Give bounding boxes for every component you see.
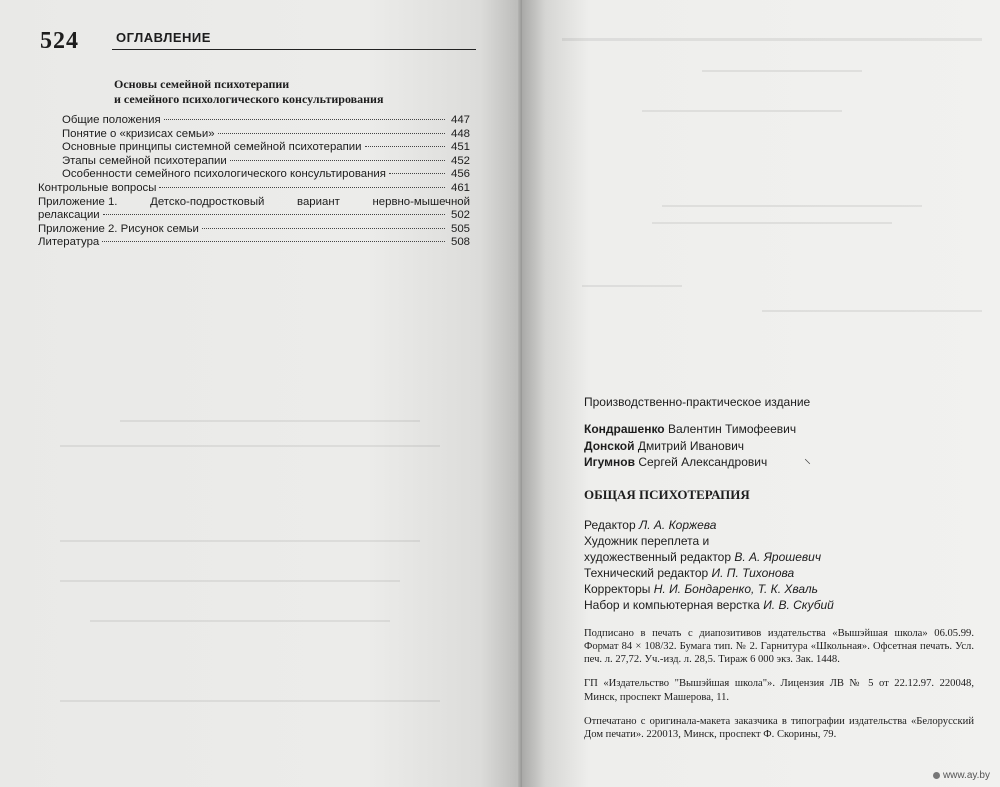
watermark-icon [933, 772, 940, 779]
toc-entry-page: 447 [450, 114, 470, 126]
toc-entry-label: Контрольные вопросы [38, 181, 157, 194]
author-name: Валентин Тимофеевич [667, 422, 797, 436]
author-line [584, 438, 974, 455]
watermark [933, 770, 990, 781]
toc-leader [159, 187, 445, 188]
author-surname: Игумнов [584, 455, 635, 469]
staff-person: И. П. Тихонова [711, 565, 795, 580]
toc-entry-label: релаксации [38, 209, 100, 222]
staff-person: Н. И. Бондаренко, Т. К. Хваль [653, 581, 818, 596]
imprint-print-details: Подписано в печать с диапозитивов издательства «Вышэйшая школа» 06.05.99. Формат 84 × 108/32. Бумага тип. № 2. Гарнитура «Школьная». Офсетная печать. Усл. печ. л. 27,72. Уч.-изд. л. 28,5. Тираж 6 000 экз. Зак. 1448. [584, 627, 974, 666]
toc-entry[interactable] [38, 223, 470, 237]
colophon [584, 395, 974, 753]
toc-entry[interactable] [38, 196, 470, 223]
toc-leader [218, 133, 445, 134]
toc-entry-page: 456 [450, 168, 470, 181]
author-line [584, 454, 974, 471]
staff-line [584, 565, 974, 581]
toc-entry-page: 452 [450, 154, 470, 167]
imprint-printer: Отпечатано с оригинала-макета заказчика в типографии издательства «Белорусский Дом печати». 220013, Минск, проспект Ф. Скорины, 79. [584, 715, 974, 741]
author-line [584, 421, 974, 438]
toc-entry-page: 508 [450, 236, 470, 249]
toc-leader [103, 214, 445, 215]
author-surname: Кондрашенко [584, 422, 665, 436]
toc-entry-label: Особенности семейного психологического консультирования [62, 168, 386, 181]
staff-role: художественный редактор [584, 549, 732, 564]
header-rule [112, 49, 476, 50]
toc-section-title-line1: Основы семейной психотерапии [114, 77, 290, 91]
toc-entry-page: 505 [450, 222, 470, 235]
right-page [522, 0, 1000, 787]
toc-entry-label-line1 [38, 196, 470, 210]
staff-person: И. В. Скубий [763, 597, 834, 612]
toc-entry[interactable] [38, 168, 470, 182]
toc-leader [102, 241, 445, 242]
toc-entry[interactable] [38, 236, 470, 250]
toc-entry-page: 451 [450, 141, 470, 154]
toc-entry-label: Общие положения [62, 114, 161, 126]
publication-type: Производственно-практическое издание [584, 395, 811, 409]
toc-entry-label: Понятие о «кризисах семьи» [62, 127, 215, 140]
toc-entry-label: Приложение 2. Рисунок семьи [38, 222, 199, 235]
author-surname: Донской [584, 438, 635, 453]
author-name: Дмитрий Иванович [637, 438, 745, 453]
toc-entry-label: Этапы семейной психотерапии [62, 154, 227, 167]
staff-line [584, 549, 974, 565]
staff-role: Редактор [584, 517, 636, 532]
toc-entry[interactable] [38, 141, 470, 155]
toc-entry-label-part: нервно-мышечной [372, 195, 470, 208]
toc-entry-label-part: Приложение 1. [38, 195, 118, 208]
staff-role: Корректоры [584, 581, 651, 596]
pen-tick-mark: ⸜ [804, 451, 811, 467]
watermark-text: www.ay.by [942, 770, 990, 781]
toc-entry-label-part: Детско-подростковый [150, 195, 265, 208]
toc-entry[interactable] [38, 128, 470, 142]
staff-role: Технический редактор [584, 565, 709, 580]
toc-entry-page: 502 [450, 209, 470, 222]
staff-role: Набор и компьютерная верстка [584, 597, 760, 612]
staff-line [584, 517, 974, 533]
toc-leader [164, 119, 445, 120]
toc-list [38, 114, 470, 250]
toc-entry-label-part: вариант [297, 195, 340, 208]
toc-entry[interactable] [38, 114, 470, 128]
staff-line [584, 581, 974, 597]
imprint-publisher: ГП «Издательство "Вышэйшая школа"». Лицензия ЛВ № 5 от 22.12.97. 220048, Минск, проспект Машерова, 11. [584, 678, 974, 703]
toc-section-title-line2: и семейного психологического консультирования [114, 92, 384, 106]
toc-entry-page: 461 [450, 181, 470, 194]
toc-entry[interactable] [38, 182, 470, 196]
staff-person: Л. А. Коржева [639, 517, 717, 532]
toc-leader [230, 160, 445, 161]
author-name: Сергей Александрович [638, 455, 768, 469]
toc-leader [202, 228, 445, 229]
staff-person: В. А. Ярошевич [734, 549, 822, 564]
toc-entry-line2 [38, 209, 470, 223]
toc-leader [389, 173, 445, 174]
book-title: ОБЩАЯ ПСИХОТЕРАПИЯ [584, 486, 750, 502]
staff-role: Художник переплета и [584, 533, 710, 548]
staff-line [584, 533, 974, 549]
toc-entry[interactable] [38, 155, 470, 169]
running-head: ОГЛАВЛЕНИЕ [116, 30, 211, 45]
toc-entry-label: Основные принципы системной семейной психотерапии [62, 141, 362, 154]
toc-leader [365, 146, 445, 147]
page-number: 524 [40, 28, 79, 54]
toc-entry-page: 448 [450, 127, 470, 140]
staff-line [584, 597, 974, 613]
imprint-block [584, 627, 974, 742]
toc-entry-label: Литература [38, 236, 100, 249]
toc-section-title [114, 77, 474, 107]
